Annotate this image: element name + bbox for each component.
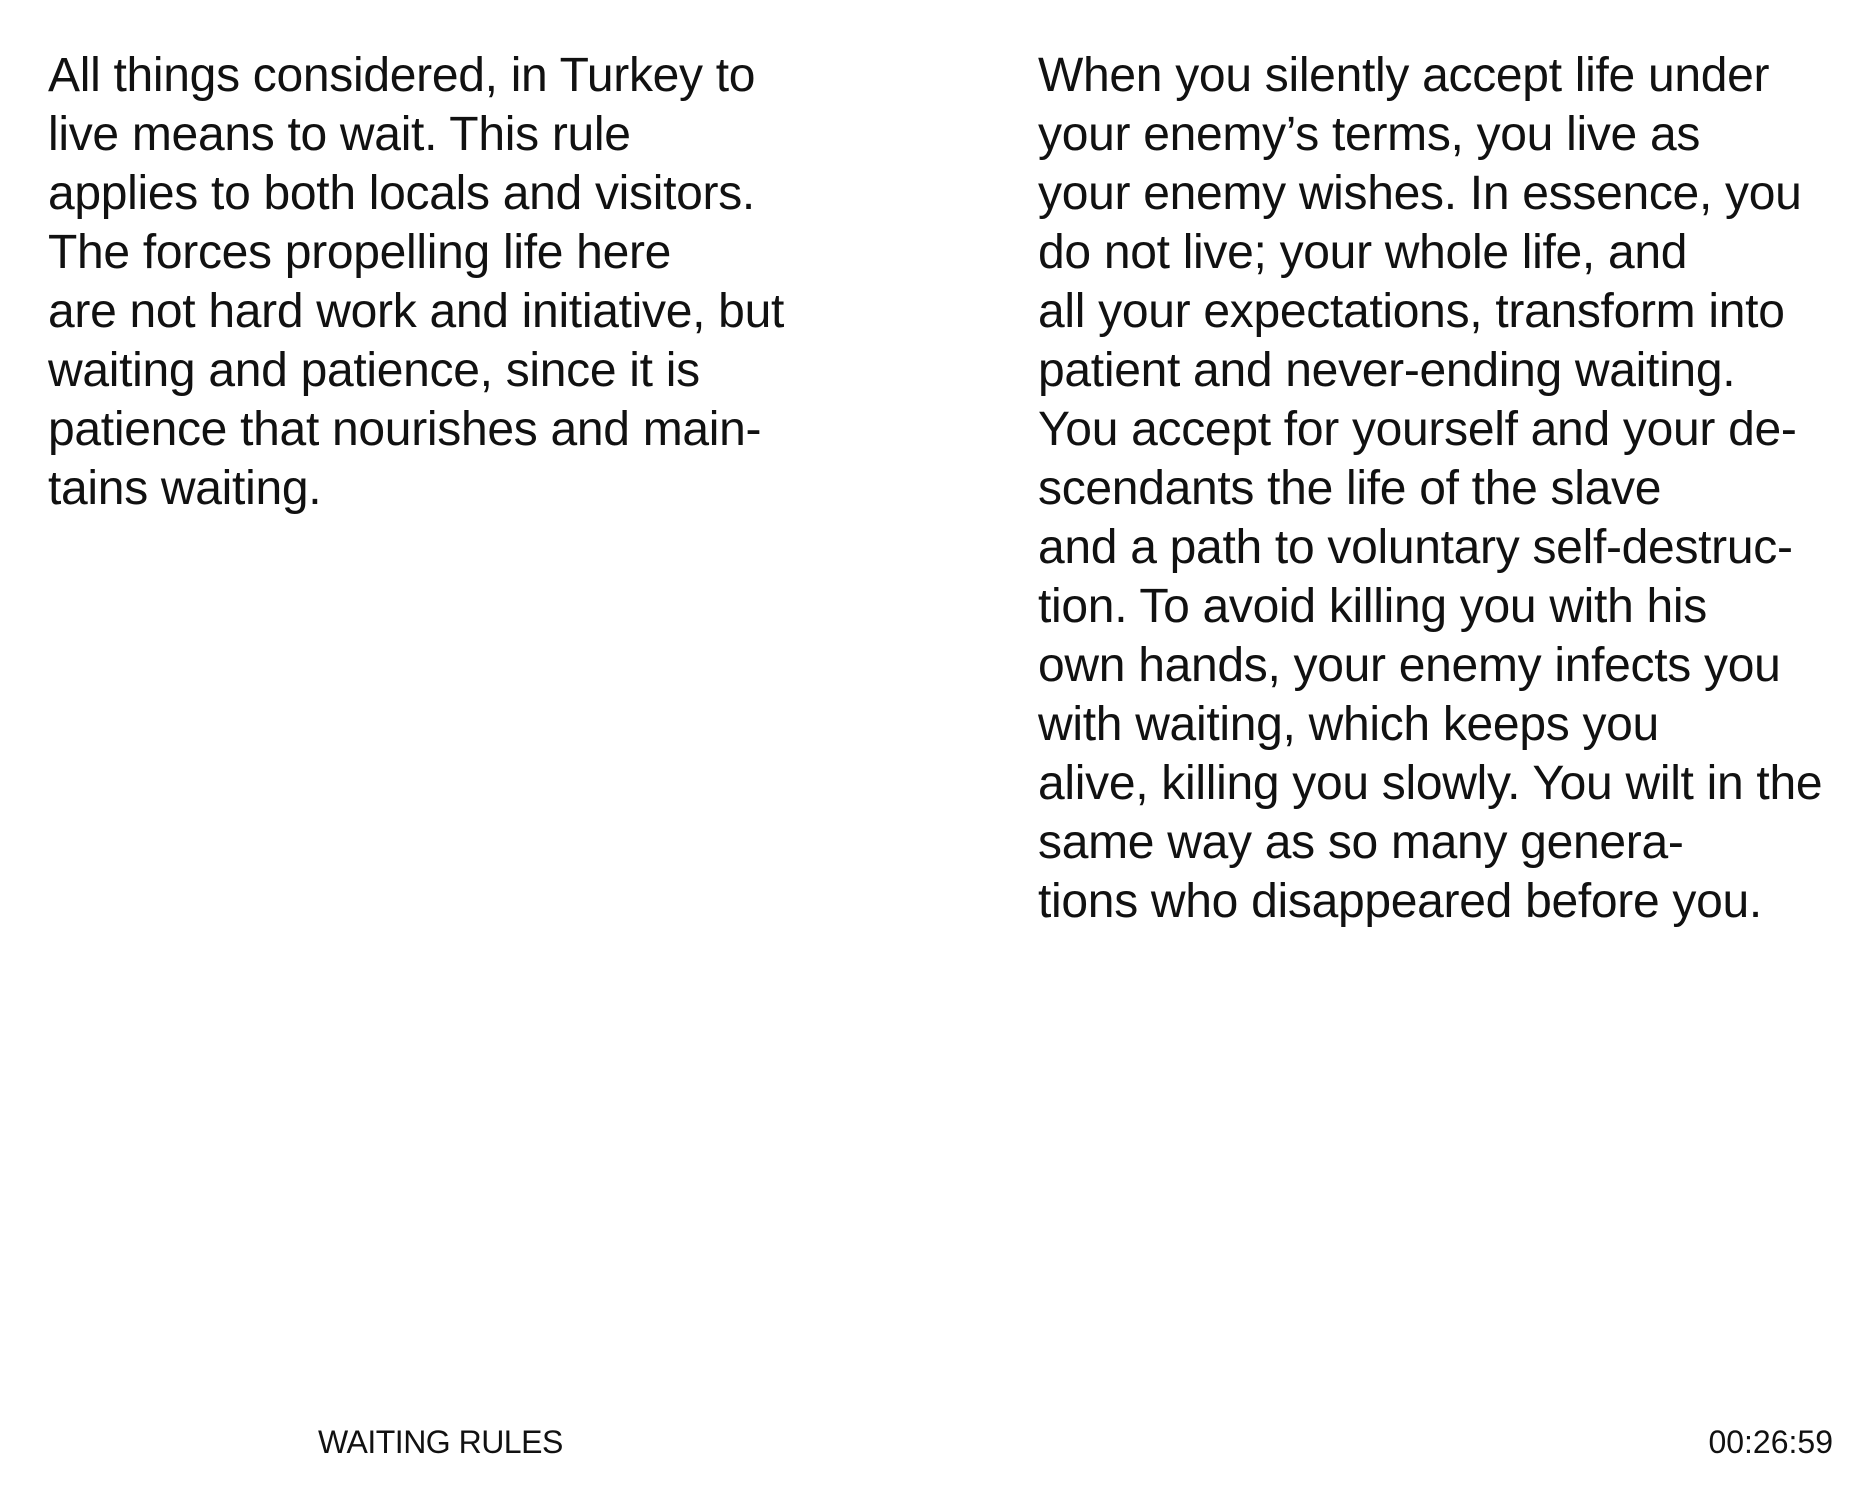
text-line: The forces propelling life here xyxy=(48,226,672,279)
text-line: tains waiting. xyxy=(48,462,322,515)
text-line: tion. To avoid killing you with his xyxy=(1038,580,1707,633)
text-line: your enemy wishes. In essence, you xyxy=(1038,167,1802,220)
text-line: patient and never-ending waiting. xyxy=(1038,344,1736,397)
text-line: All things considered, in Turkey to xyxy=(48,49,756,102)
footer-timecode: 00:26:59 xyxy=(1708,1424,1833,1460)
right-text-column xyxy=(1038,46,1858,931)
text-line: your enemy’s terms, you live as xyxy=(1038,108,1701,161)
text-line: scendants the life of the slave xyxy=(1038,462,1662,515)
text-line: When you silently accept life under xyxy=(1038,49,1770,102)
text-line: with waiting, which keeps you xyxy=(1038,698,1659,751)
text-line: own hands, your enemy infects you xyxy=(1038,639,1781,692)
text-line: and a path to voluntary self-destruc- xyxy=(1038,521,1793,574)
text-line: alive, killing you slowly. You wilt in the xyxy=(1038,757,1823,810)
footer-title: WAITING RULES xyxy=(318,1424,563,1460)
text-line: all your expectations, transform into xyxy=(1038,285,1785,338)
text-line: patience that nourishes and main- xyxy=(48,403,762,456)
text-line: are not hard work and initiative, but xyxy=(48,285,784,338)
text-line: do not live; your whole life, and xyxy=(1038,226,1688,279)
left-text-column xyxy=(48,46,908,518)
text-line: tions who disappeared before you. xyxy=(1038,875,1762,928)
text-line: applies to both locals and visitors. xyxy=(48,167,755,220)
text-line: live means to wait. This rule xyxy=(48,108,631,161)
text-line: waiting and patience, since it is xyxy=(48,344,700,397)
text-line: You accept for yourself and your de- xyxy=(1038,403,1797,456)
text-line: same way as so many genera- xyxy=(1038,816,1684,869)
